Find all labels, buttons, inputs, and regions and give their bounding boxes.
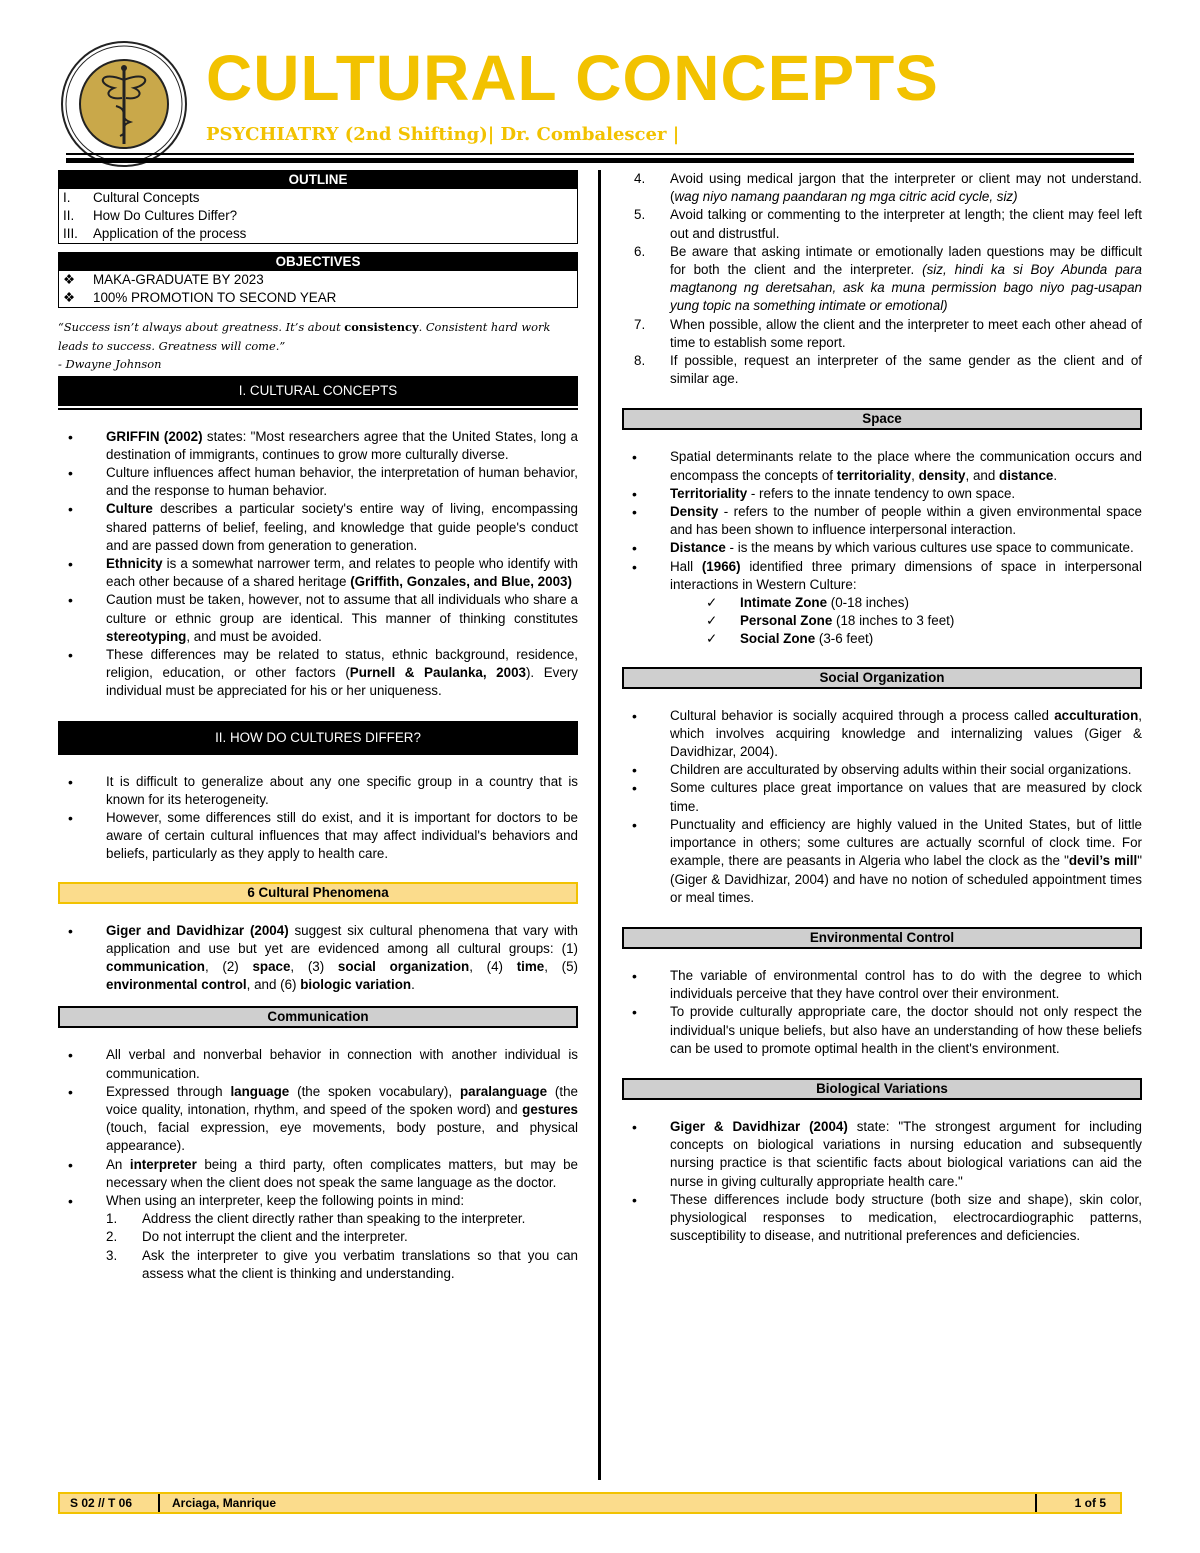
header-rule-thick <box>66 158 1134 163</box>
page-title: CULTURAL CONCEPTS <box>206 42 939 114</box>
list-item: ✓ Social Zone (3-6 feet) <box>622 630 1142 648</box>
list-item: 4. Avoid using medical jargon that the interpreter or client may not understand. (wag niyo namang paandaran ng mga citric acid cycle, siz) <box>634 171 1142 205</box>
list-item: ✓ Intimate Zone (0-18 inches) <box>622 594 1142 612</box>
list-item: • Ethnicity is a somewhat narrower term, and relates to people who identify with each other because of a shared heritage (Griffith, Gonzales, and Blue, 2003) <box>58 555 578 591</box>
footer-code: S 02 // T 06 <box>70 1496 133 1510</box>
list-item: • Hall (1966) identified three primary dimensions of space in interpersonal interactions in Western Culture: <box>622 558 1142 594</box>
list-item: • Territoriality - refers to the innate tendency to own space. <box>622 485 1142 503</box>
list-item: • These differences include body structure (both size and shape), skin color, physiological responses to medication, electrocardiographic patterns, susceptibility to disease, and nutritional preferences and deficiencies. <box>622 1191 1142 1246</box>
outline-item: III. Application of the process <box>63 226 247 241</box>
header-rule-thin <box>66 153 1134 155</box>
list-item: 8. If possible, request an interpreter of the same gender as the client and of similar age. <box>634 353 1142 387</box>
social-organization-list <box>622 707 1142 907</box>
list-item: • Giger & Davidhizar (2004) state: "The strongest argument for including concepts on biological variations in nursing education and subsequently nursing practice is that scientific facts about biological variations can aid the nurse in giving culturally appropriate health care." <box>622 1118 1142 1191</box>
section-heading-social-organization: Social Organization <box>622 667 1142 689</box>
environmental-control-list <box>622 967 1142 1058</box>
list-item: 5. Avoid talking or commenting to the interpreter at length; the client may feel left out and distrustful. <box>634 207 1142 241</box>
list-item: • Density - refers to the number of people within a given environmental space and has been shown to influence interpersonal interaction. <box>622 503 1142 539</box>
list-item: • Distance - is the means by which various cultures use space to communicate. <box>622 539 1142 557</box>
checkmark-icon: ✓ <box>706 613 718 629</box>
space-list <box>622 448 1142 594</box>
school-seal-logo <box>60 40 188 168</box>
list-item: • Cultural behavior is socially acquired through a process called acculturation, which involves acquiring knowledge and internalizing values (Giger & Davidhizar, 2004). <box>622 707 1142 762</box>
objectives-box <box>58 252 578 308</box>
section-heading-cultural-concepts: I. CULTURAL CONCEPTS <box>58 376 578 408</box>
list-item: 3. Ask the interpreter to give you verbatim translations so that you can assess what the client is thinking and understanding. <box>106 1247 578 1281</box>
list-item: • Culture describes a particular society's entire way of living, encompassing shared patterns of belief, feeling, and knowledge that guide people's conduct and are passed down from generation to generation. <box>58 500 578 555</box>
objective-item: ❖ 100% PROMOTION TO SECOND YEAR <box>63 290 337 305</box>
list-item: 7. When possible, allow the client and the interpreter to meet each other ahead of time to establish some report. <box>634 316 1142 350</box>
list-item: • Expressed through language (the spoken vocabulary), paralanguage (the voice quality, intonation, rhythm, and speed of the spoken word) and gestures (touch, facial expression, eye movements, body posture, and physical appearance). <box>58 1083 578 1156</box>
list-item: 6. Be aware that asking intimate or emotionally laden questions may be difficult for both the client and the interpreter. (siz, hindi ka si Boy Abunda para magtanong ng deretsahan, ask ka muna permission bago niyo pag-usapan yung topic na something intimate or emotional) <box>634 243 1142 314</box>
diamond-bullet-icon: ❖ <box>63 272 76 287</box>
list-item: • When using an interpreter, keep the following points in mind: <box>58 1192 578 1210</box>
objectives-heading: OBJECTIVES <box>59 253 577 271</box>
communication-list <box>58 1046 578 1210</box>
section-heading-environmental-control: Environmental Control <box>622 927 1142 949</box>
list-item: • An interpreter being a third party, often complicates matters, but may be necessary when the client does not speak the same language as the doctor. <box>58 1156 578 1192</box>
section-heading-space: Space <box>622 408 1142 430</box>
list-item: • Caution must be taken, however, not to assume that all individuals who share a culture or ethnic group are identical. This manner of thinking constitutes stereotyping, and must be avoided. <box>58 591 578 646</box>
footer-divider <box>158 1494 160 1512</box>
list-item: 2. Do not interrupt the client and the interpreter. <box>106 1229 408 1245</box>
right-column <box>622 170 1142 1245</box>
how-differ-list <box>58 773 578 864</box>
interpreter-tips-list <box>58 1210 578 1283</box>
objective-item: ❖ MAKA-GRADUATE BY 2023 <box>63 272 264 287</box>
checkmark-icon: ✓ <box>706 595 718 611</box>
page-footer <box>58 1492 1122 1514</box>
diamond-bullet-icon: ❖ <box>63 290 76 305</box>
footer-authors: Arciaga, Manrique <box>172 1496 277 1510</box>
list-item: 1. Address the client directly rather than speaking to the interpreter. <box>106 1211 526 1227</box>
biological-variations-list <box>622 1118 1142 1245</box>
page-subtitle: PSYCHIATRY (2nd Shifting)| Dr. Combalescer | <box>206 124 680 145</box>
outline-item: I. Cultural Concepts <box>63 190 200 205</box>
list-item: • GRIFFIN (2002) states: "Most researchers agree that the United States, long a destination of immigrants, continues to grow more culturally diverse. <box>58 428 578 464</box>
list-item: • The variable of environmental control has to do with the degree to which individuals perceive that they have control over their environment. <box>622 967 1142 1003</box>
six-phenomena-list <box>58 922 578 995</box>
list-item: • Punctuality and efficiency are highly valued in the United States, but of little importance in others; some cultures are actually scornful of clock time. For example, there are peasants in Algeria who label the clock as the "devil’s mill" (Giger & Davidhizar, 2004) and have no notion of scheduled appointment times or meal times. <box>622 816 1142 907</box>
section-heading-communication: Communication <box>58 1006 578 1028</box>
footer-divider <box>1035 1494 1037 1512</box>
quote-author: - Dwayne Johnson <box>58 357 162 371</box>
list-item: • All verbal and nonverbal behavior in connection with another individual is communication. <box>58 1046 578 1082</box>
list-item: • Some cultures place great importance on values that are measured by clock time. <box>622 779 1142 815</box>
list-item: • However, some differences still do exist, and it is important for doctors to be aware of certain cultural influences that may affect individual's behaviors and beliefs, particularly as they apply to health care. <box>58 809 578 864</box>
section-heading-six-phenomena: 6 Cultural Phenomena <box>58 882 578 904</box>
left-column <box>58 170 578 1283</box>
interpreter-tips-list-continued <box>586 170 1142 388</box>
list-item: • To provide culturally appropriate care, the doctor should not only respect the individual's unique beliefs, but also have an understanding of how these beliefs can be used to promote optimal health in the client's environment. <box>622 1003 1142 1058</box>
checkmark-icon: ✓ <box>706 631 718 647</box>
cultural-concepts-list <box>58 428 578 701</box>
list-item: • Spatial determinants relate to the place where the communication occurs and encompass the concepts of territoriality, density, and distance. <box>622 448 1142 484</box>
section-heading-how-cultures-differ: II. HOW DO CULTURES DIFFER? <box>58 721 578 755</box>
outline-heading: OUTLINE <box>59 171 577 189</box>
section-heading-biological-variations: Biological Variations <box>622 1078 1142 1100</box>
list-item: • It is difficult to generalize about any one specific group in a country that is known for its heterogeneity. <box>58 773 578 809</box>
list-item: • Giger and Davidhizar (2004) suggest six cultural phenomena that vary with application and use but yet are evidenced among all cultural groups: (1) communication, (2) space, (3) social organization, (4) time, (5) environmental control, and (6) biologic variation. <box>58 922 578 995</box>
quote: “Success isn’t always about greatness. It’s about consistency. Consistent hard work leads to success. Greatness will come.” - Dwayne Johnson <box>58 320 551 371</box>
list-item: • These differences may be related to status, ethnic background, residence, religion, education, or other factors (Purnell & Paulanka, 2003). Every individual must be appreciated for his or her uniqueness. <box>58 646 578 701</box>
zones-list <box>622 594 1142 649</box>
footer-page-number: 1 of 5 <box>1074 1496 1106 1510</box>
list-item: ✓ Personal Zone (18 inches to 3 feet) <box>622 612 1142 630</box>
list-item: • Children are acculturated by observing adults within their social organizations. <box>622 761 1142 779</box>
outline-item: II. How Do Cultures Differ? <box>63 208 238 223</box>
outline-box <box>58 170 578 244</box>
list-item: • Culture influences affect human behavior, the interpretation of human behavior, and the response to human behavior. <box>58 464 578 500</box>
